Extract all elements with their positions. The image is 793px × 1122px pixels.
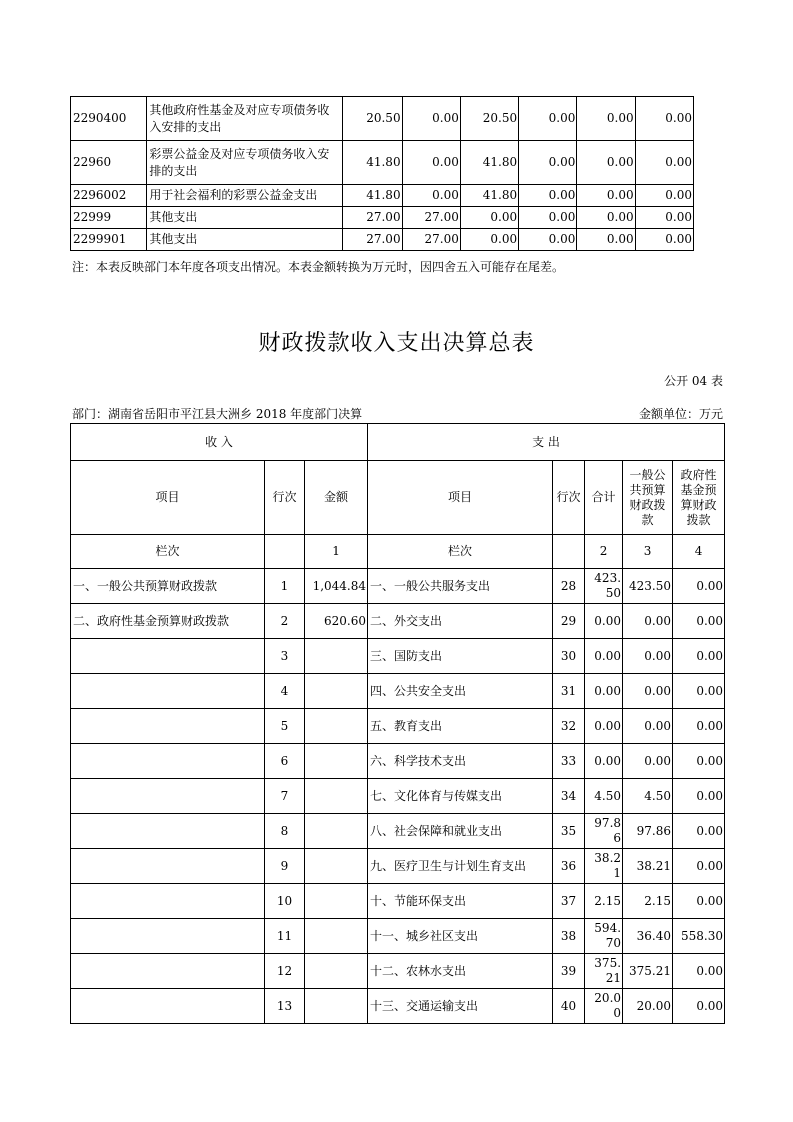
general-budget-amount: 36.40 xyxy=(623,919,673,954)
row-value: 0.00 xyxy=(635,97,693,141)
expense-item: 六、科学技术支出 xyxy=(368,744,553,779)
fund-budget-amount: 0.00 xyxy=(673,814,725,849)
income-item: 二、政府性基金预算财政拨款 xyxy=(71,604,265,639)
expense-total: 423.50 xyxy=(585,569,623,604)
income-row-number: 11 xyxy=(265,919,305,954)
col-label-empty xyxy=(265,535,305,569)
row-code: 2290400 xyxy=(71,97,147,141)
table-row xyxy=(71,954,725,989)
col-total: 合计 xyxy=(585,461,623,535)
row-value: 41.80 xyxy=(460,185,518,207)
table-row xyxy=(71,141,694,185)
income-amount xyxy=(305,919,368,954)
table-row xyxy=(71,709,725,744)
expense-item: 一、一般公共服务支出 xyxy=(368,569,553,604)
general-budget-amount: 97.86 xyxy=(623,814,673,849)
expense-row-number: 39 xyxy=(553,954,585,989)
amount-unit-label: 金额单位：万元 xyxy=(638,407,723,421)
table-row xyxy=(71,849,725,884)
page-title: 财政拨款收入支出决算总表 xyxy=(258,331,535,356)
col-number-4: 4 xyxy=(673,535,725,569)
expense-item: 十二、农林水支出 xyxy=(368,954,553,989)
income-row-number: 9 xyxy=(265,849,305,884)
income-item xyxy=(71,779,265,814)
income-amount xyxy=(305,849,368,884)
table-row xyxy=(71,185,694,207)
expense-total: 0.00 xyxy=(585,744,623,779)
row-value: 41.80 xyxy=(343,141,402,185)
header-row-3 xyxy=(71,535,725,569)
row-code: 2296002 xyxy=(71,185,147,207)
department-label: 部门：湖南省岳阳市平江县大洲乡 2018 年度部门决算 xyxy=(72,407,363,421)
income-amount xyxy=(305,639,368,674)
col-label-income: 栏次 xyxy=(71,535,265,569)
row-name: 其他支出 xyxy=(147,207,343,229)
fund-budget-amount: 558.30 xyxy=(673,919,725,954)
col-number-2: 2 xyxy=(585,535,623,569)
row-value: 0.00 xyxy=(577,97,635,141)
income-item xyxy=(71,674,265,709)
expense-total: 0.00 xyxy=(585,604,623,639)
table-number: 公开 04 表 xyxy=(664,374,723,388)
row-name: 彩票公益金及对应专项债务收入安排的支出 xyxy=(147,141,343,185)
table-row xyxy=(71,639,725,674)
expense-total: 0.00 xyxy=(585,674,623,709)
expense-row-number: 33 xyxy=(553,744,585,779)
income-header: 收 入 xyxy=(71,424,368,461)
table-note: 注：本表反映部门本年度各项支出情况。本表金额转换为万元时，因四舍五入可能存在尾差。 xyxy=(72,260,565,274)
general-budget-amount: 4.50 xyxy=(623,779,673,814)
col-expense-row: 行次 xyxy=(553,461,585,535)
fund-budget-amount: 0.00 xyxy=(673,744,725,779)
col-label-empty-2 xyxy=(553,535,585,569)
expense-row-number: 36 xyxy=(553,849,585,884)
income-item xyxy=(71,639,265,674)
fund-budget-amount: 0.00 xyxy=(673,884,725,919)
table-row xyxy=(71,604,725,639)
income-item xyxy=(71,814,265,849)
expense-row-number: 28 xyxy=(553,569,585,604)
general-budget-amount: 375.21 xyxy=(623,954,673,989)
income-row-number: 4 xyxy=(265,674,305,709)
income-amount xyxy=(305,814,368,849)
row-value: 20.50 xyxy=(460,97,518,141)
row-value: 27.00 xyxy=(343,229,402,251)
expense-total: 2.15 xyxy=(585,884,623,919)
row-code: 22999 xyxy=(71,207,147,229)
income-item xyxy=(71,919,265,954)
fund-budget-amount: 0.00 xyxy=(673,674,725,709)
table-row xyxy=(71,674,725,709)
col-expense-item: 项目 xyxy=(368,461,553,535)
income-row-number: 12 xyxy=(265,954,305,989)
row-value: 27.00 xyxy=(343,207,402,229)
row-value: 20.50 xyxy=(343,97,402,141)
expense-item: 八、社会保障和就业支出 xyxy=(368,814,553,849)
fund-budget-amount: 0.00 xyxy=(673,569,725,604)
row-value: 0.00 xyxy=(460,229,518,251)
expense-row-number: 37 xyxy=(553,884,585,919)
expense-row-number: 34 xyxy=(553,779,585,814)
table-row xyxy=(71,97,694,141)
income-row-number: 1 xyxy=(265,569,305,604)
fund-budget-amount: 0.00 xyxy=(673,849,725,884)
income-item xyxy=(71,954,265,989)
row-name: 其他支出 xyxy=(147,229,343,251)
income-amount xyxy=(305,744,368,779)
row-value: 0.00 xyxy=(519,97,577,141)
col-income-amount: 金额 xyxy=(305,461,368,535)
general-budget-amount: 0.00 xyxy=(623,744,673,779)
expense-item: 四、公共安全支出 xyxy=(368,674,553,709)
general-budget-amount: 0.00 xyxy=(623,639,673,674)
expense-total: 375.21 xyxy=(585,954,623,989)
income-amount xyxy=(305,884,368,919)
expense-item: 七、文化体育与传媒支出 xyxy=(368,779,553,814)
row-value: 0.00 xyxy=(577,141,635,185)
row-value: 0.00 xyxy=(635,185,693,207)
income-row-number: 8 xyxy=(265,814,305,849)
income-amount xyxy=(305,709,368,744)
row-value: 41.80 xyxy=(460,141,518,185)
row-value: 0.00 xyxy=(635,141,693,185)
income-amount xyxy=(305,989,368,1024)
row-value: 0.00 xyxy=(519,141,577,185)
row-code: 2299901 xyxy=(71,229,147,251)
income-row-number: 3 xyxy=(265,639,305,674)
expense-item: 十三、交通运输支出 xyxy=(368,989,553,1024)
row-value: 0.00 xyxy=(577,229,635,251)
expense-total: 0.00 xyxy=(585,639,623,674)
fund-budget-amount: 0.00 xyxy=(673,604,725,639)
row-value: 0.00 xyxy=(519,207,577,229)
row-value: 0.00 xyxy=(519,185,577,207)
row-value: 0.00 xyxy=(577,207,635,229)
col-label-expense: 栏次 xyxy=(368,535,553,569)
row-value: 27.00 xyxy=(402,229,460,251)
expenditure-detail-table xyxy=(70,96,694,251)
general-budget-amount: 38.21 xyxy=(623,849,673,884)
expense-item: 五、教育支出 xyxy=(368,709,553,744)
income-amount: 1,044.84 xyxy=(305,569,368,604)
expense-row-number: 32 xyxy=(553,709,585,744)
row-code: 22960 xyxy=(71,141,147,185)
col-general-budget: 一般公共预算财政拨款 xyxy=(623,461,673,535)
expense-header: 支 出 xyxy=(368,424,725,461)
expense-item: 二、外交支出 xyxy=(368,604,553,639)
income-amount xyxy=(305,954,368,989)
fund-budget-amount: 0.00 xyxy=(673,779,725,814)
row-value: 0.00 xyxy=(402,141,460,185)
row-name: 用于社会福利的彩票公益金支出 xyxy=(147,185,343,207)
expense-row-number: 30 xyxy=(553,639,585,674)
general-budget-amount: 0.00 xyxy=(623,604,673,639)
row-value: 0.00 xyxy=(402,97,460,141)
expense-total: 594.70 xyxy=(585,919,623,954)
general-budget-amount: 20.00 xyxy=(623,989,673,1024)
income-item xyxy=(71,849,265,884)
income-row-number: 7 xyxy=(265,779,305,814)
general-budget-amount: 423.50 xyxy=(623,569,673,604)
expense-row-number: 29 xyxy=(553,604,585,639)
col-income-item: 项目 xyxy=(71,461,265,535)
expense-total: 0.00 xyxy=(585,709,623,744)
fund-budget-amount: 0.00 xyxy=(673,709,725,744)
col-number-1: 1 xyxy=(305,535,368,569)
expense-total: 20.00 xyxy=(585,989,623,1024)
income-item xyxy=(71,989,265,1024)
table-row xyxy=(71,779,725,814)
income-row-number: 10 xyxy=(265,884,305,919)
expense-total: 38.21 xyxy=(585,849,623,884)
expense-item: 三、国防支出 xyxy=(368,639,553,674)
income-item: 一、一般公共预算财政拨款 xyxy=(71,569,265,604)
table-row xyxy=(71,814,725,849)
col-fund-budget: 政府性基金预算财政拨款 xyxy=(673,461,725,535)
income-amount: 620.60 xyxy=(305,604,368,639)
col-income-row: 行次 xyxy=(265,461,305,535)
income-item xyxy=(71,709,265,744)
row-value: 0.00 xyxy=(635,207,693,229)
table-row xyxy=(71,919,725,954)
expense-row-number: 40 xyxy=(553,989,585,1024)
income-row-number: 13 xyxy=(265,989,305,1024)
income-item xyxy=(71,884,265,919)
fund-budget-amount: 0.00 xyxy=(673,639,725,674)
fund-budget-amount: 0.00 xyxy=(673,954,725,989)
expense-item: 十一、城乡社区支出 xyxy=(368,919,553,954)
general-budget-amount: 0.00 xyxy=(623,709,673,744)
row-value: 41.80 xyxy=(343,185,402,207)
fund-budget-amount: 0.00 xyxy=(673,989,725,1024)
row-name: 其他政府性基金及对应专项债务收入安排的支出 xyxy=(147,97,343,141)
table-row xyxy=(71,989,725,1024)
header-row-1 xyxy=(71,424,725,461)
income-row-number: 5 xyxy=(265,709,305,744)
row-value: 0.00 xyxy=(577,185,635,207)
income-amount xyxy=(305,674,368,709)
expense-item: 九、医疗卫生与计划生育支出 xyxy=(368,849,553,884)
general-budget-amount: 0.00 xyxy=(623,674,673,709)
expense-row-number: 38 xyxy=(553,919,585,954)
row-value: 0.00 xyxy=(635,229,693,251)
table-row xyxy=(71,569,725,604)
expense-total: 4.50 xyxy=(585,779,623,814)
fiscal-appropriation-summary-table xyxy=(70,423,725,1024)
header-row-2 xyxy=(71,461,725,535)
expense-row-number: 35 xyxy=(553,814,585,849)
income-amount xyxy=(305,779,368,814)
income-row-number: 6 xyxy=(265,744,305,779)
general-budget-amount: 2.15 xyxy=(623,884,673,919)
row-value: 0.00 xyxy=(460,207,518,229)
table-row xyxy=(71,207,694,229)
expense-item: 十、节能环保支出 xyxy=(368,884,553,919)
table-row xyxy=(71,229,694,251)
col-number-3: 3 xyxy=(623,535,673,569)
income-row-number: 2 xyxy=(265,604,305,639)
expense-row-number: 31 xyxy=(553,674,585,709)
row-value: 27.00 xyxy=(402,207,460,229)
expense-total: 97.86 xyxy=(585,814,623,849)
table-row xyxy=(71,884,725,919)
row-value: 0.00 xyxy=(402,185,460,207)
table-row xyxy=(71,744,725,779)
row-value: 0.00 xyxy=(519,229,577,251)
income-item xyxy=(71,744,265,779)
